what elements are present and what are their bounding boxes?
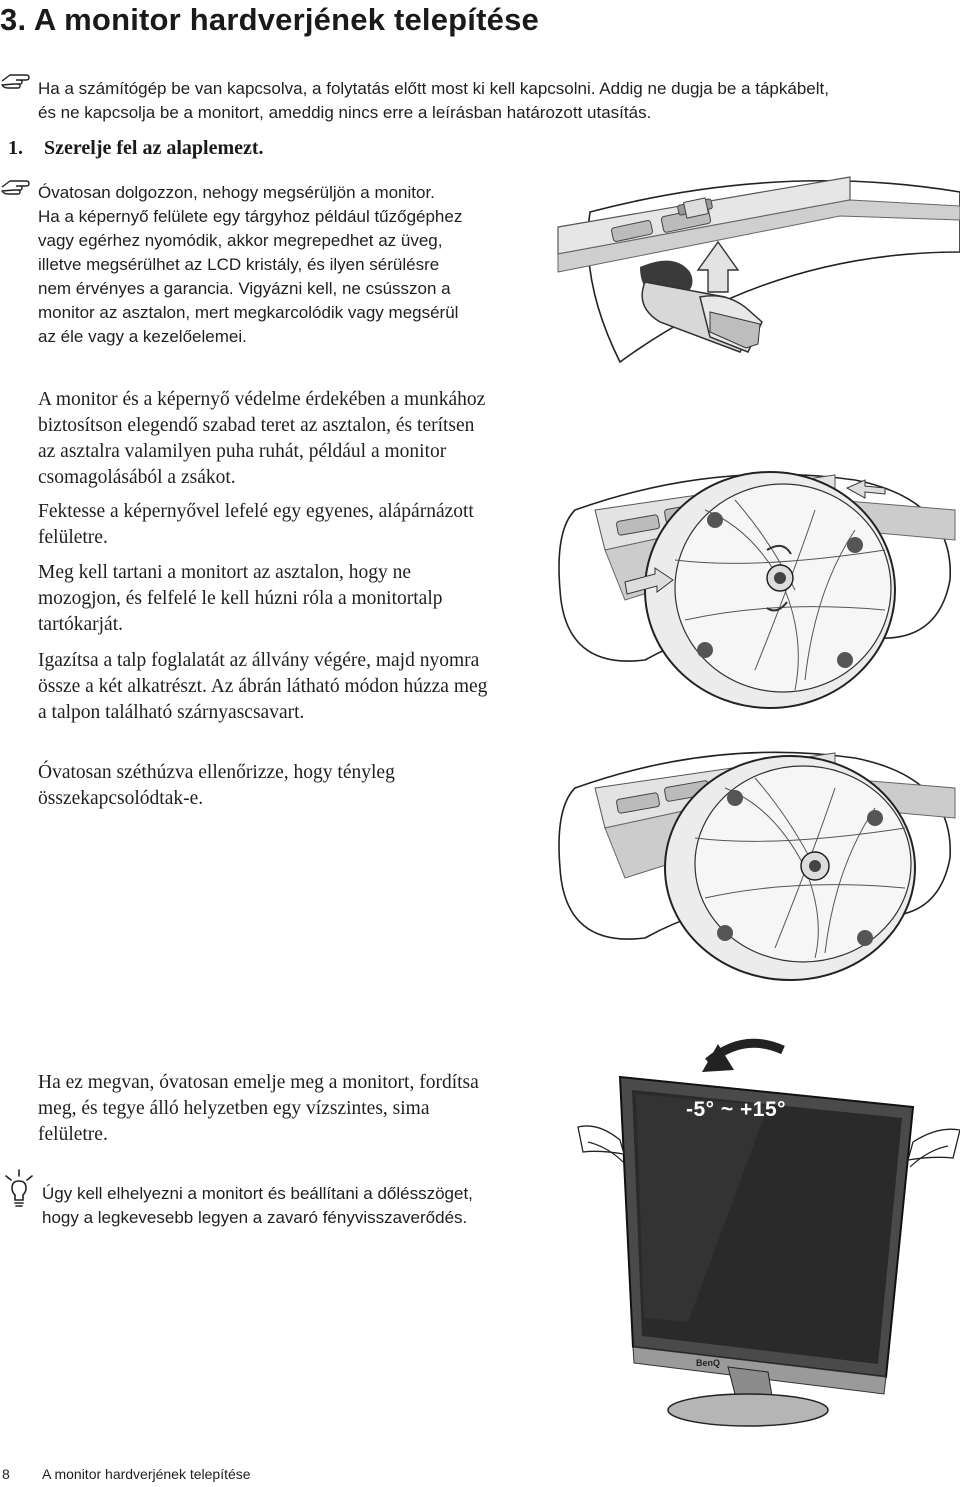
- text-line: mozogjon, és felfelé le kell húzni róla a monitortalp: [38, 588, 443, 609]
- text-line: Fektesse a képernyővel lefelé egy egyenes, alápárnázott: [38, 501, 474, 522]
- tip-line: hogy a legkevesebb legyen a zavaró fényvisszaverődés.: [42, 1208, 468, 1227]
- pointing-hand-icon: [0, 70, 34, 90]
- lightbulb-icon: [2, 1168, 36, 1210]
- text-line: össze a két alkatrészt. Az ábrán látható módon húzza meg: [38, 676, 488, 697]
- note-line: Óvatosan dolgozzon, nehogy megsérüljön a monitor.: [38, 183, 435, 202]
- text-line: Igazítsa a talp foglalatát az állvány végére, majd nyomra: [38, 650, 480, 671]
- note-line: Ha a számítógép be van kapcsolva, a folytatás előtt most ki kell kapcsolni. Addig ne dugja be a tápkábelt,: [38, 79, 829, 98]
- tip-line: Úgy kell elhelyezni a monitort és beállítani a dőlésszöget,: [42, 1184, 473, 1203]
- step-number: 1.: [8, 137, 23, 159]
- page-number: 8: [2, 1466, 10, 1482]
- text-line: Meg kell tartani a monitort az asztalon, hogy ne: [38, 562, 412, 583]
- note-line: illetve megsérülhet az LCD kristály, és ilyen sérülésre: [38, 255, 440, 274]
- text-line: összekapcsolódtak-e.: [38, 788, 204, 809]
- brand-logo: BenQ: [696, 1358, 721, 1368]
- text-line: felületre.: [38, 527, 108, 548]
- text-line: tartókarját.: [38, 614, 123, 635]
- paragraph-hold-monitor: [38, 560, 568, 638]
- paragraph-align-base: [38, 648, 568, 726]
- tip-reflection: [42, 1182, 562, 1230]
- text-line: Óvatosan széthúzva ellenőrizze, hogy tényleg: [38, 762, 395, 783]
- figure-upright-monitor: [568, 1022, 960, 1447]
- note-line: Ha a képernyő felülete egy tárgyhoz például tűzőgéphez: [38, 207, 463, 226]
- note-warning-power: [38, 77, 958, 125]
- text-line: a talpon található szárnyascsavart.: [38, 702, 305, 723]
- figure-assembled-base: [555, 748, 960, 998]
- figure-stand-arm: [550, 172, 960, 372]
- note-careful-handling: [38, 181, 558, 349]
- footer-section-title: A monitor hardverjének telepítése: [42, 1466, 251, 1482]
- note-line: és ne kapcsolja be a monitort, ameddig nincs erre a leírásban határozott utasítás.: [38, 103, 652, 122]
- text-line: az asztalra valamilyen puha ruhát, például a monitor: [38, 441, 447, 462]
- text-line: felületre.: [38, 1124, 108, 1145]
- note-line: nem érvényes a garancia. Vigyázni kell, ne csússzon a: [38, 279, 451, 298]
- text-line: meg, és tegye álló helyzetben egy vízszintes, sima: [38, 1098, 430, 1119]
- note-line: vagy egérhez nyomódik, akkor megrepedhet az üveg,: [38, 231, 443, 250]
- paragraph-check-connection: [38, 760, 568, 812]
- text-line: Ha ez megvan, óvatosan emelje meg a monitort, fordítsa: [38, 1072, 479, 1093]
- note-line: monitor az asztalon, mert megkarcolódik vagy megsérül: [38, 303, 459, 322]
- paragraph-lift-monitor: [38, 1070, 578, 1148]
- step-label: Szerelje fel az alaplemezt.: [44, 137, 264, 159]
- text-line: biztosítson elegendő szabad teret az asztalon, és terítsen: [38, 415, 475, 436]
- figure-attach-base: [555, 470, 960, 725]
- text-line: csomagolásából a zsákot.: [38, 467, 236, 488]
- paragraph-protect-screen: [38, 387, 568, 491]
- note-line: az éle vagy a kezelőelemei.: [38, 327, 247, 346]
- tilt-range-label: -5° ~ +15°: [686, 1098, 787, 1121]
- pointing-hand-icon: [0, 176, 34, 196]
- paragraph-lay-face-down: [38, 499, 568, 551]
- text-line: A monitor és a képernyő védelme érdekében a munkához: [38, 389, 486, 410]
- page-title: 3. A monitor hardverjének telepítése: [0, 2, 539, 37]
